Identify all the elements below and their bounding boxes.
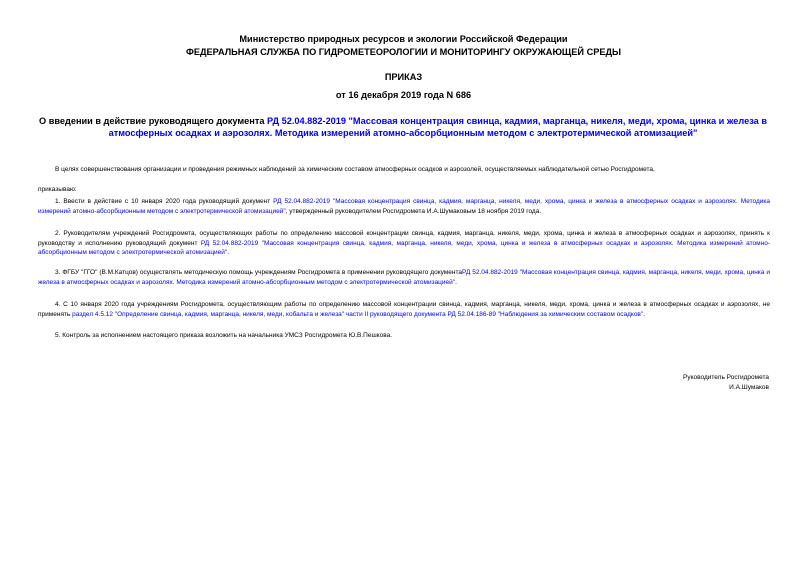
- document-title: [36, 116, 770, 139]
- doc-date-number: от 16 декабря 2019 года N 686: [335, 90, 472, 100]
- item-4-section-link[interactable]: раздел 4.5.12 "Определение свинца, кадмия, марганца, никеля, меди, кобальта и железа" части II руководящего документа РД 52.04.186-89 "Наблюдения за химическим составом осадков": [72, 310, 644, 318]
- item-3-text: 3. ФГБУ "ГГО" (В.М.Катцов) осуществлять методическую помощь учреждениям Росгидромета в применении руководящего документа: [55, 269, 462, 276]
- item-5-paragraph: 5. Контроль за исполнением настоящего приказа возложить на начальника УМСЗ Росгидромета Ю.В.Пешкова.: [55, 332, 393, 339]
- item-3-paragraph: [38, 268, 770, 287]
- service-heading: ФЕДЕРАЛЬНАЯ СЛУЖБА ПО ГИДРОМЕТЕОРОЛОГИИ И МОНИТОРИНГУ ОКРУЖАЮЩЕЙ СРЕДЫ: [186, 47, 621, 57]
- signature-position: Руководитель Росгидромета: [682, 374, 769, 381]
- item-1-rd-link[interactable]: РД 52.04.882-2019 "Массовая концентрация свинца, кадмия, марганца, никеля, меди, хрома, цинка и железа в атмосферных осадках и аэрозолях. Методика измерений атомно-абсорбционным методом с электротермической атомизацией": [38, 198, 770, 215]
- title-prefix: О введении в действие руководящего документа: [39, 116, 267, 126]
- signature-name: И.А.Шумаков: [729, 384, 769, 391]
- item-1-paragraph: [38, 197, 770, 216]
- doc-type-heading: ПРИКАЗ: [384, 72, 423, 82]
- title-rd-link[interactable]: РД 52.04.882-2019 "Массовая концентрация свинца, кадмия, марганца, никеля, меди, хрома, цинка и железа в атмосферных осадках и аэрозолях. Методика измерений атомно-абсорбционным методом с электротермической атомизацией": [108, 116, 767, 138]
- ministry-heading: Министерство природных ресурсов и экологии Российской Федерации: [239, 34, 568, 44]
- item-4-paragraph: [38, 300, 770, 319]
- item-1-text-end: , утвержденный руководителем Росгидромета И.А.Шумаковым 18 ноября 2019 года.: [285, 207, 542, 215]
- item-2-text-end: .: [227, 249, 230, 257]
- prikazyvayu-label: приказываю:: [38, 186, 77, 193]
- intro-paragraph: В целях совершенствования организации и проведения режимных наблюдений за химическим составом атмосферных осадков и аэрозолей, осуществляемых наблюдательной сетью Росгидромета,: [55, 166, 655, 173]
- item-4-text-end: .: [643, 310, 646, 318]
- item-2-rd-link[interactable]: РД 52.04.882-2019 "Массовая концентрация свинца, кадмия, марганца, никеля, меди, хрома, цинка и железа в атмосферных осадках и аэрозолях. Методика измерений атомно-абсорбционным методом с электротермической атомизацией": [38, 239, 770, 257]
- item-1-text: 1. Ввести в действие с 10 января 2020 года руководящий документ: [55, 198, 274, 205]
- item-3-rd-link[interactable]: РД 52.04.882-2019 "Массовая концентрация свинца, кадмия, марганца, никеля, меди, хрома, цинка и железа в атмосферных осадках и аэрозолях. Методика измерений атомно-абсорбционным методом с электротермической атомизацией": [38, 269, 770, 286]
- item-2-text: 2. Руководителям учреждений Росгидромета, осуществляющих работы по определению массовой концентрации свинца, кадмия, марганца, никеля, меди, хрома, цинка и железа в атмосферных осадках и аэрозолях, принять к руководству и исполнению руководящий документ: [38, 230, 770, 247]
- item-4-text: 4. С 10 января 2020 года учреждениям Росгидромета, осуществляющим работы по определению массовой концентрации свинца, кадмия, марганца, никеля, меди, хрома, цинка и железа в атмосферных осадках и аэрозолях, не применять: [38, 301, 770, 318]
- item-2-paragraph: [38, 229, 770, 258]
- item-3-text-end: .: [455, 278, 457, 286]
